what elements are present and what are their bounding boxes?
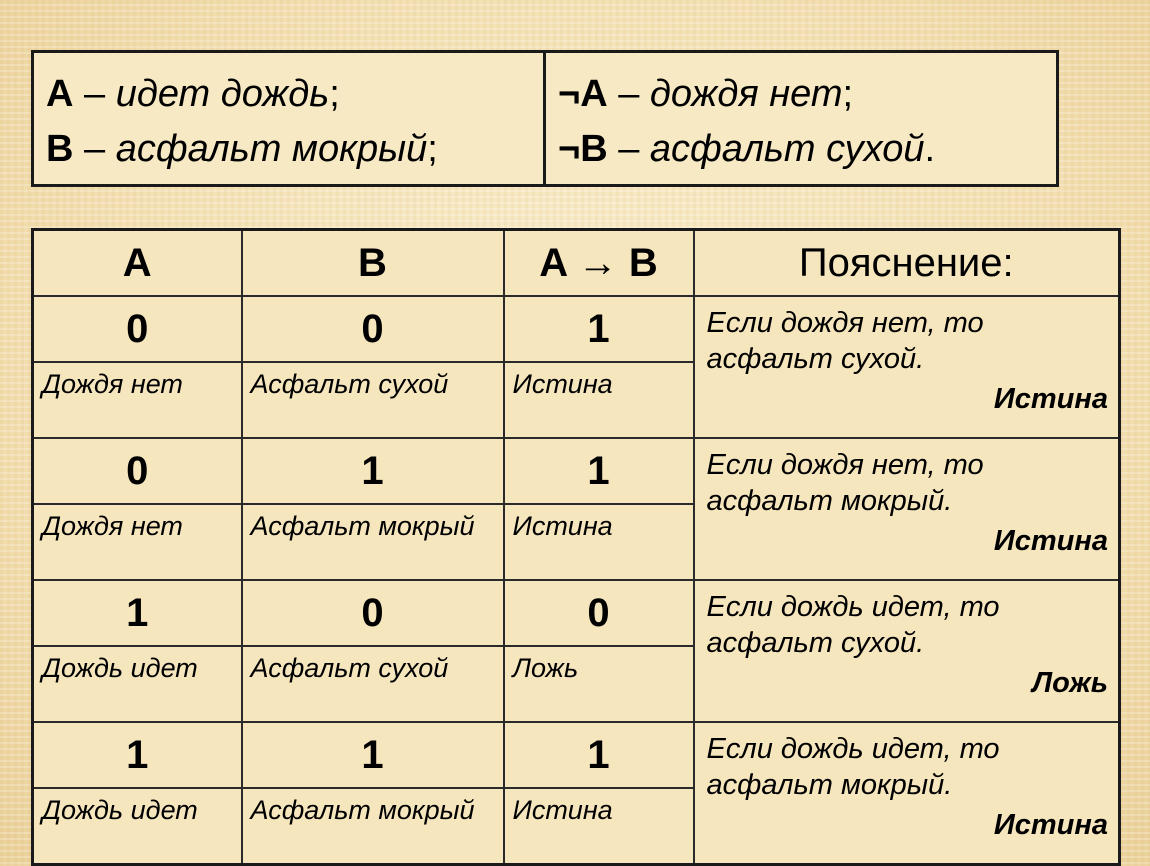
value-b: 0 (242, 296, 504, 362)
value-b: 1 (242, 438, 504, 504)
value-a: 0 (33, 296, 242, 362)
definition-not-b: ¬B – асфальт сухой. (558, 128, 936, 170)
header-a: A (33, 230, 242, 297)
table-row (33, 722, 1120, 788)
table-row (33, 580, 1120, 646)
desc-a: Дождя нет (33, 362, 242, 438)
explanation-cell (694, 438, 1120, 580)
desc-a: Дождя нет (33, 504, 242, 580)
table-row (33, 296, 1120, 362)
explanation-text: Если дождь идет, то асфальт мокрый. (706, 733, 1000, 801)
header-implication: A → B (504, 230, 694, 297)
value-b: 1 (242, 722, 504, 788)
header-row (33, 230, 1120, 297)
explanation-cell (694, 722, 1120, 865)
value-implication: 1 (504, 438, 694, 504)
explanation-verdict: Истина (993, 525, 1108, 557)
explanation-cell (694, 580, 1120, 722)
value-implication: 1 (504, 722, 694, 788)
table-row (33, 438, 1120, 504)
desc-implication: Истина (504, 504, 694, 580)
definition-not-a: ¬A – дождя нет; (558, 73, 854, 115)
desc-b: Асфальт сухой (242, 646, 504, 722)
desc-b: Асфальт мокрый (242, 504, 504, 580)
desc-a: Дождь идет (33, 646, 242, 722)
definition-a: A – идет дождь; (46, 73, 340, 115)
value-a: 0 (33, 438, 242, 504)
value-implication: 0 (504, 580, 694, 646)
desc-implication: Ложь (504, 646, 694, 722)
truth-table (31, 228, 1121, 866)
header-explanation: Пояснение: (694, 230, 1120, 297)
explanation-text: Если дождя нет, то асфальт мокрый. (706, 449, 984, 517)
explanation-cell (694, 296, 1120, 438)
definitions-right (545, 52, 1058, 186)
explanation-verdict: Истина (993, 809, 1108, 841)
value-b: 0 (242, 580, 504, 646)
value-implication: 1 (504, 296, 694, 362)
definitions-table (31, 50, 1059, 187)
explanation-verdict: Ложь (1032, 667, 1108, 699)
explanation-verdict: Истина (993, 383, 1108, 415)
value-a: 1 (33, 580, 242, 646)
desc-implication: Истина (504, 362, 694, 438)
value-a: 1 (33, 722, 242, 788)
explanation-text: Если дождя нет, то асфальт сухой. (706, 307, 984, 375)
desc-b: Асфальт мокрый (242, 788, 504, 865)
desc-implication: Истина (504, 788, 694, 865)
desc-b: Асфальт сухой (242, 362, 504, 438)
explanation-text: Если дождь идет, то асфальт сухой. (706, 591, 1000, 659)
definitions-left (33, 52, 545, 186)
definition-b: B – асфальт мокрый; (46, 128, 438, 170)
desc-a: Дождь идет (33, 788, 242, 865)
header-b: B (242, 230, 504, 297)
